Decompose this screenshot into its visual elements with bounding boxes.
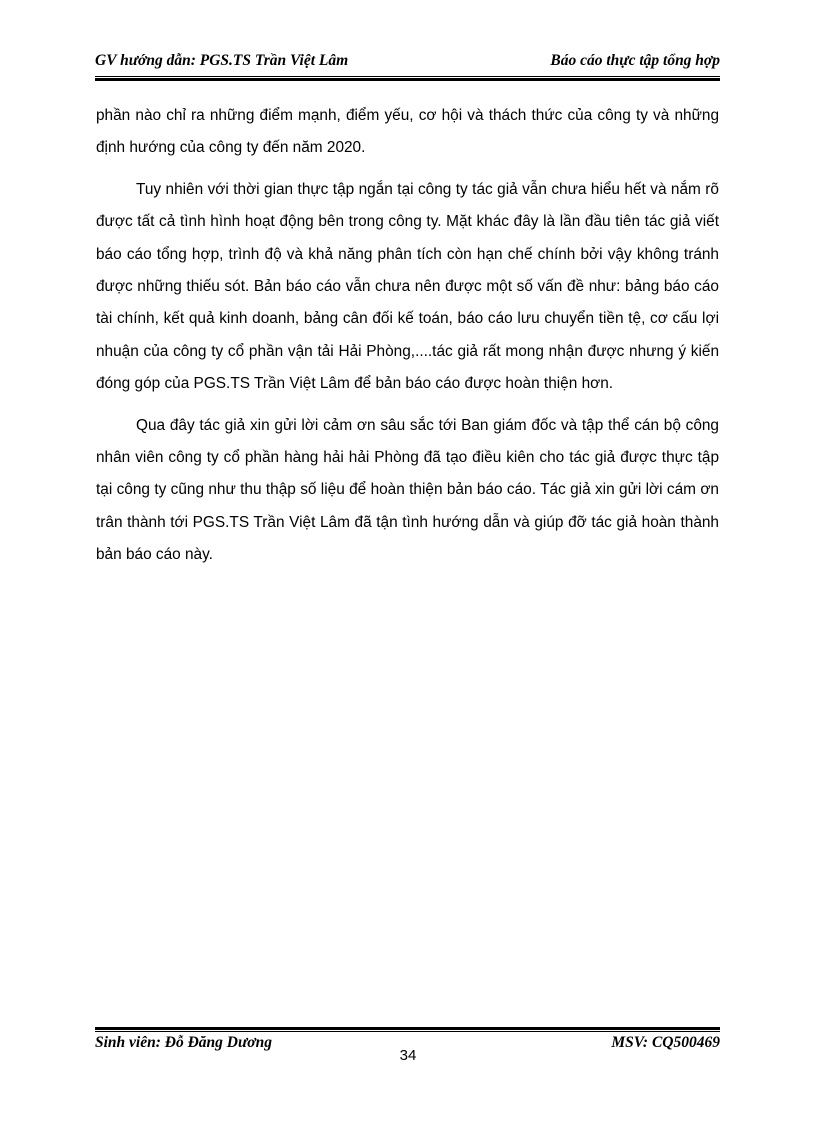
header-rule-thick (95, 78, 720, 81)
footer-rule-thin (95, 1031, 720, 1032)
header-report-title: Báo cáo thực tập tổng hợp (550, 52, 720, 69)
paragraph-1: phần nào chỉ ra những điểm mạnh, điểm yếu, cơ hội và thách thức của công ty và những định hướng của công ty đến năm 2020. (96, 107, 719, 157)
paragraph-3: Qua đây tác giả xin gửi lời cảm ơn sâu sắc tới Ban giám đốc và tập thể cán bộ công nhân viên công ty cổ phần hàng hải hải Phòng đã tạo điều kiên cho tác giả được thực tập tại công ty cũng như thu thập số liệu để hoàn thiện bản báo cáo. Tác giả xin gửi lời cám ơn trân thành tới PGS.TS Trần Việt Lâm đã tận tình hướng dẫn và giúp đỡ tác giả hoàn thành bản báo cáo này. (96, 416, 719, 564)
footer-student-id: MSV: CQ500469 (611, 1034, 720, 1051)
footer-rule-thick (95, 1027, 720, 1030)
paragraph-2: Tuy nhiên với thời gian thực tập ngắn tại công ty tác giả vẫn chưa hiểu hết và nắm rõ được tất cả tình hình hoạt động bên trong công ty. Mặt khác đây là lần đầu tiên tác giả viết báo cáo tổng hợp, trình độ và khả năng phân tích còn hạn chế chính bởi vậy không tránh được những thiếu sót. Bản báo cáo vẫn chưa nên được một số vấn đề như: bảng báo cáo tài chính, kết quả kinh doanh, bảng cân đối kế toán, báo cáo lưu chuyển tiền tệ, cơ cấu lợi nhuận của công ty cổ phần vận tải Hải Phòng,....tác giả rất mong nhận được nhưng ý kiến đóng góp của PGS.TS Trần Việt Lâm để bản báo cáo được hoàn thiện hơn. (96, 180, 719, 393)
page-header (95, 52, 720, 74)
header-rule-thin (95, 76, 720, 77)
header-advisor: GV hướng dẫn: PGS.TS Trần Việt Lâm (95, 52, 349, 69)
page-number: 34 (399, 1047, 417, 1064)
footer-student: Sinh viên: Đỗ Đăng Dương (95, 1034, 272, 1051)
body-text (96, 100, 719, 572)
